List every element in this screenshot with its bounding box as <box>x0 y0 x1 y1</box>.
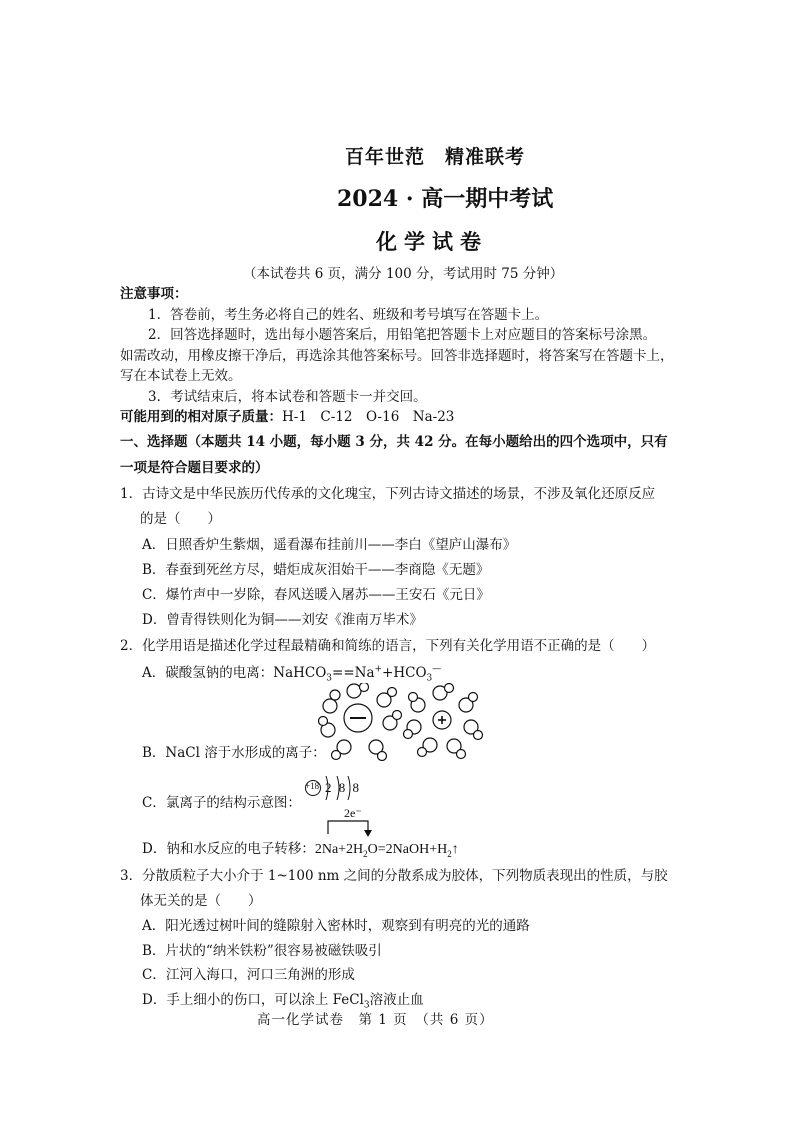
chloride-structure-diagram <box>304 773 364 805</box>
q2-d-label: D．钠和水反应的电子转移： <box>142 841 315 857</box>
q2-d-equation: $2Na+2H_2O=2NaOH+H_2↑$ <box>314 842 459 859</box>
notes-title: 注意事项： <box>120 286 188 302</box>
note-2-cont: 如需改动，用橡皮擦干净后，再选涂其他答案标号。回答非选择题时，将答案写在答题卡上， <box>120 348 674 364</box>
q1-option-c: C．爆竹声中一岁除，春风送暖入屠苏——王安石《元日》 <box>142 587 490 603</box>
q1-option-b: B．春蚕到死丝方尽，蜡炬成灰泪始干——李商隐《无题》 <box>142 562 490 578</box>
note-2: 2．回答选择题时，选出每小题答案后，用铅笔把答题卡上对应题目的答案标号涂黑。 <box>148 327 657 343</box>
subject-title: 化学试卷 <box>376 229 488 254</box>
hydrated-ions-diagram <box>318 683 484 761</box>
q2-option-a <box>142 661 441 684</box>
q3-option-c: C．江河入海口，河口三角洲的形成 <box>142 967 355 983</box>
exam-info: （本试卷共 6 页，满分 100 分，考试用时 75 分钟） <box>243 266 564 282</box>
note-3: 3．考试结束后，将本试卷和答题卡一并交回。 <box>148 389 427 405</box>
exam-title: 2024 · 高一期中考试 <box>337 186 554 212</box>
q1-option-d: D．曾青得铁则化为铜——刘安《淮南万毕术》 <box>142 612 423 628</box>
exam-series: 百年世范 精准联考 <box>345 146 526 168</box>
q3-stem: 3．分散质粒子大小介于 1~100 nm 之间的分散系成为胶体，下列物质表现出的性质，与胶 <box>120 868 668 884</box>
q2-stem: 2．化学用语是描述化学过程最精确和简练的语言，下列有关化学用语不正确的是（ ） <box>120 638 656 654</box>
q1-option-a: A．日照香炉生紫烟，遥看瀑布挂前川——李白《望庐山瀑布》 <box>142 537 517 553</box>
q1-stem: 1．古诗文是中华民族历代传承的文化瑰宝，下列古诗文描述的场景，不涉及氧化还原反应 <box>120 486 656 502</box>
atomic-mass-line <box>120 405 454 425</box>
q3-stem-cont: 体无关的是（ ） <box>140 893 262 909</box>
note-1: 1．答卷前，考生务必将自己的姓名、班级和考号填写在答题卡上。 <box>148 307 549 323</box>
q2-a-label: A．碳酸氢钠的电离： <box>142 665 274 681</box>
note-2-end: 写在本试卷上无效。 <box>120 368 242 384</box>
q3-option-d: D．手上细小的伤口，可以涂上 FeCl$_3$溶液止血 <box>142 992 424 1011</box>
electron-count-label: 2e⁻ <box>344 806 362 820</box>
section1-heading: 一、选择题（本题共 14 小题，每小题 3 分，共 42 分。在每小题给出的四个选项中，只有 <box>120 434 668 450</box>
page-footer: 高一化学试卷 第 1 页 （共 6 页） <box>257 1012 494 1028</box>
q3-option-b: B．片状的“纳米铁粉”很容易被磁铁吸引 <box>142 943 382 959</box>
q2-option-b: B．NaCl 溶于水形成的离子： <box>142 745 326 761</box>
atomic-mass-values: H-1 C-12 O-16 Na-23 <box>282 409 455 425</box>
atomic-mass-label: 可能用到的相对原子质量： <box>120 409 282 425</box>
section1-heading-cont: 一项是符合题目要求的） <box>120 460 269 476</box>
q3-option-a: A．阳光透过树叶间的缝隙射入密林时，观察到有明亮的光的通路 <box>142 918 530 934</box>
electron-transfer-arrow <box>318 818 378 838</box>
q2-option-d <box>142 837 459 859</box>
q1-stem-cont: 的是（ ） <box>140 511 221 527</box>
q2-a-formula: $NaHCO_3==Na^++HCO_3^—$ <box>273 664 442 684</box>
q2-option-c: C．氯离子的结构示意图： <box>142 795 301 811</box>
shell-electrons: 2 8 8 <box>325 780 361 795</box>
nucleus-charge: +18 <box>305 781 320 791</box>
